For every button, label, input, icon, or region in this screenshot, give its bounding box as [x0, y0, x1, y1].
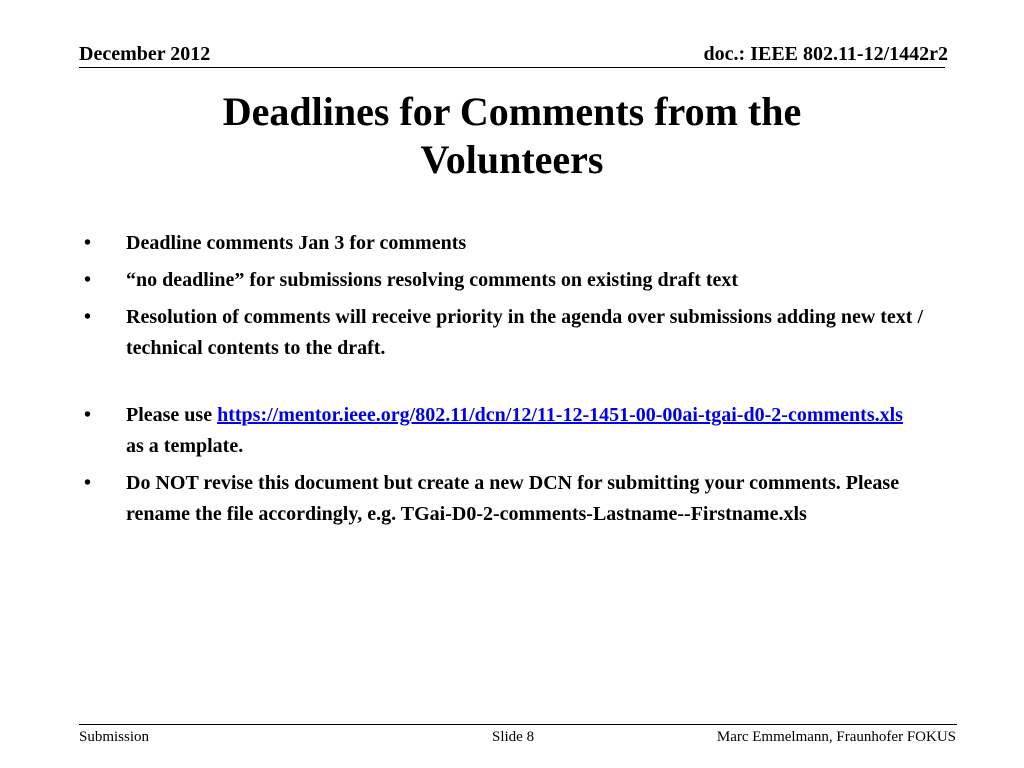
bullet-text: Resolution of comments will receive priority in the agenda over submissions adding new text / technical contents to the draft.: [126, 306, 924, 359]
bullet-text: “no deadline” for submissions resolving comments on existing draft text: [126, 269, 739, 291]
bullet-marker: •: [84, 232, 92, 254]
bullet-text-prefix: Please use: [126, 404, 218, 426]
bullet-item-deadline: [82, 228, 942, 259]
comments-template-link[interactable]: https://mentor.ieee.org/802.11/dcn/12/11-12-1451-00-00ai-tgai-d0-2-comments.xls: [217, 404, 903, 426]
footer-submission: Submission: [79, 729, 150, 745]
slide-title: [79, 88, 945, 184]
bullet-marker: •: [84, 306, 92, 328]
bullet-item-no-deadline: [82, 265, 942, 296]
bullet-marker: •: [84, 269, 92, 291]
bullet-list: [82, 228, 942, 536]
bullet-item-please-use: [82, 400, 942, 462]
header-doc-id: doc.: IEEE 802.11-12/1442r2: [703, 43, 948, 65]
bullet-item-do-not-revise: [82, 468, 942, 530]
bullet-text: Deadline comments Jan 3 for comments: [126, 232, 467, 254]
bullet-item-resolution: [82, 302, 942, 364]
bullet-text-suffix: as a template.: [126, 435, 244, 457]
slide-title-line-2: Volunteers: [420, 137, 604, 182]
header-date: December 2012: [79, 43, 211, 65]
footer-author: Marc Emmelmann, Fraunhofer FOKUS: [716, 729, 956, 745]
header-divider: [79, 67, 945, 68]
bullet-marker: •: [84, 404, 92, 426]
bullet-marker: •: [84, 472, 92, 494]
footer-divider: [79, 724, 957, 725]
footer-slide-number: Slide 8: [492, 729, 535, 745]
slide-title-line-1: Deadlines for Comments from the: [222, 89, 802, 134]
bullet-text: Do NOT revise this document but create a new DCN for submitting your comments. Please rename the file accordingly, e.g. TGai-D0-2-comments-Lastname--Firstname.xls: [126, 472, 900, 525]
